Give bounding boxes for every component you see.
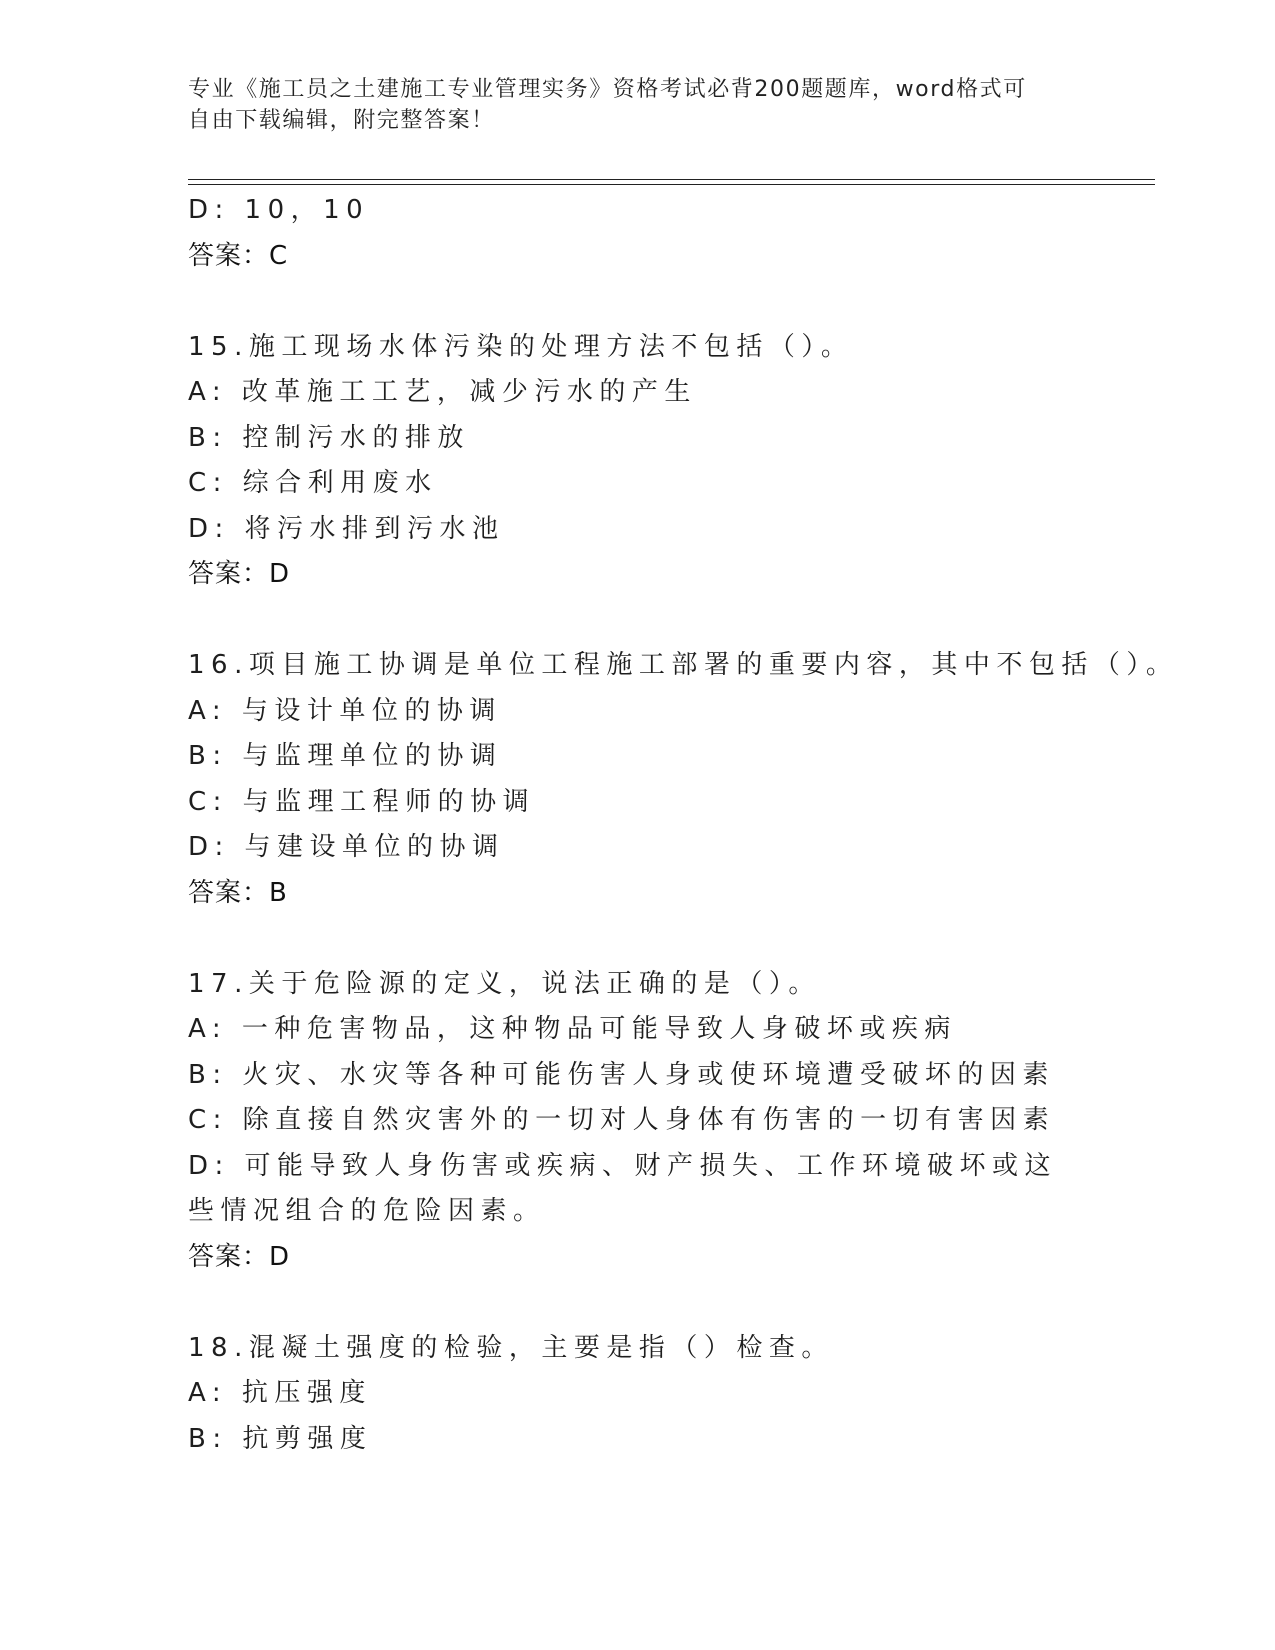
question-16-option-c: C: 与监理工程师的协调 bbox=[188, 786, 536, 817]
question-17-option-b: B: 火灾、水灾等各种可能伤害人身或使环境遭受破坏的因素 bbox=[188, 1059, 1055, 1090]
spacer bbox=[188, 916, 1088, 962]
question-17-option-a: A: 一种危害物品，这种物品可能导致人身破坏或疾病 bbox=[188, 1014, 957, 1044]
spacer bbox=[188, 1280, 1088, 1326]
header-divider-top bbox=[188, 179, 1155, 180]
spacer bbox=[188, 279, 1088, 325]
header-divider-bottom bbox=[188, 184, 1155, 185]
question-15-option-d: D: 将污水排到污水池 bbox=[188, 513, 505, 544]
question-18-option-b: B: 抗剪强度 bbox=[188, 1423, 373, 1454]
question-15-stem: 15.施工现场水体污染的处理方法不包括（）。 bbox=[188, 331, 854, 362]
header-title-line-2: 自由下载编辑，附完整答案！ bbox=[188, 108, 495, 133]
question-17-option-c: C: 除直接自然灾害外的一切对人身体有伤害的一切有害因素 bbox=[188, 1105, 1056, 1135]
question-17-option-d: D: 可能导致人身伤害或疾病、财产损失、工作环境破坏或这些情况组合的危险因素。 bbox=[188, 1150, 1058, 1226]
previous-option-d: D: 10，10 bbox=[188, 195, 370, 225]
spacer bbox=[188, 598, 1088, 644]
question-15-option-a: A: 改革施工工艺，减少污水的产生 bbox=[188, 377, 697, 407]
question-18-stem: 18.混凝土强度的检验，主要是指（）检查。 bbox=[188, 1332, 834, 1363]
question-15-answer: 答案：D bbox=[188, 559, 291, 589]
header-title-line-1: 专业《施工员之土建施工专业管理实务》资格考试必背200题题库，word格式可 bbox=[188, 77, 1027, 102]
question-15-option-c: C: 综合利用废水 bbox=[188, 468, 438, 498]
question-16-stem: 16.项目施工协调是单位工程施工部署的重要内容，其中不包括（）。 bbox=[188, 650, 1179, 680]
question-16-option-d: D: 与建设单位的协调 bbox=[188, 832, 505, 862]
question-content bbox=[188, 188, 1179, 1462]
question-15-option-b: B: 控制污水的排放 bbox=[188, 422, 470, 453]
question-16-answer: 答案：B bbox=[188, 877, 288, 908]
question-17-answer: 答案：D bbox=[188, 1241, 291, 1272]
previous-answer: 答案：C bbox=[188, 240, 289, 271]
document-header bbox=[188, 74, 1088, 136]
question-18-option-a: A: 抗压强度 bbox=[188, 1378, 372, 1408]
question-16-option-a: A: 与设计单位的协调 bbox=[188, 695, 502, 726]
question-17-stem: 17.关于危险源的定义，说法正确的是（）。 bbox=[188, 968, 821, 999]
question-16-option-b: B: 与监理单位的协调 bbox=[188, 741, 503, 771]
